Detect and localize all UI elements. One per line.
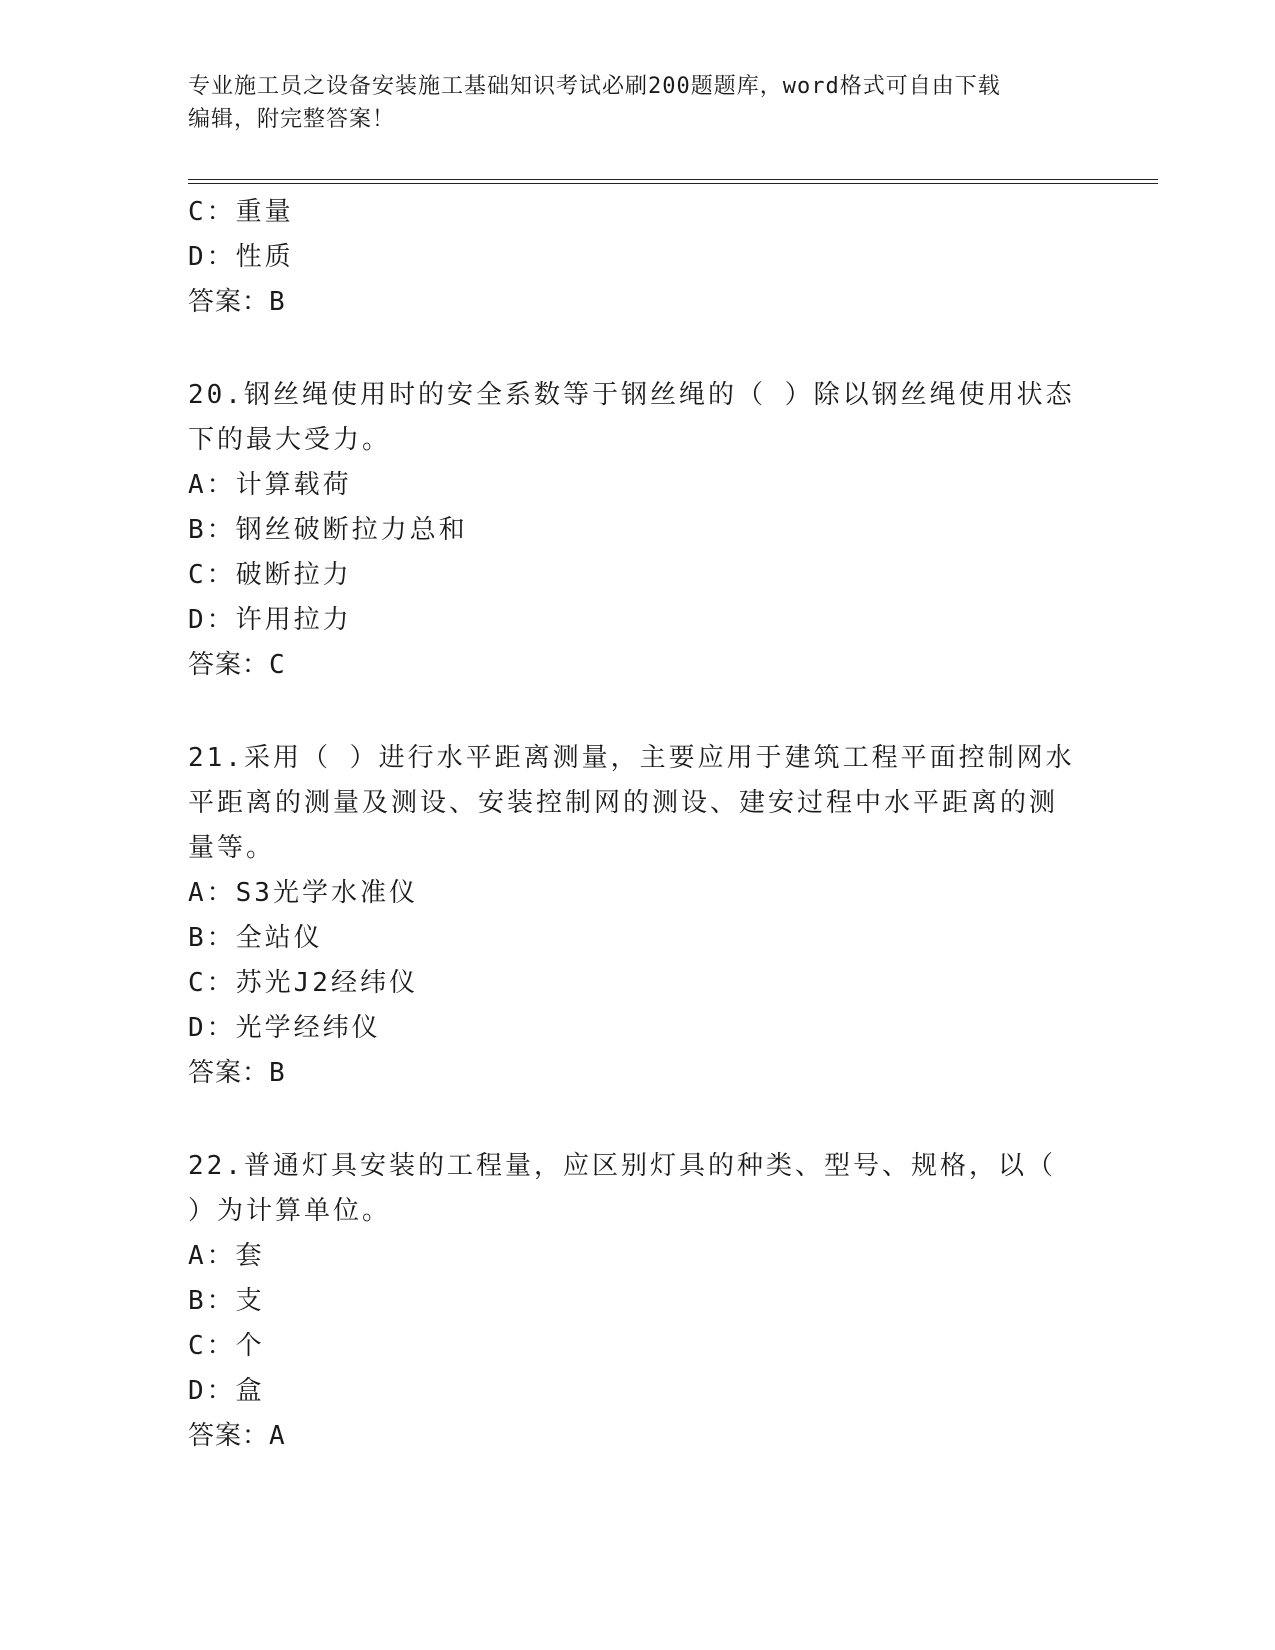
- question-stem: 21.采用（ ）进行水平距离测量，主要应用于建筑工程平面控制网水: [188, 743, 1075, 773]
- answer-value: B: [269, 287, 286, 317]
- option-d: [188, 235, 1068, 280]
- header-divider-top: [188, 179, 1158, 180]
- option-text: 重量: [235, 197, 294, 227]
- spacer: [188, 1096, 1068, 1144]
- answer-line: [188, 280, 1068, 325]
- option-text: 盒: [235, 1376, 265, 1406]
- option-c: [188, 553, 1068, 598]
- option-label: D：: [188, 1013, 236, 1043]
- option-a: [188, 871, 1068, 916]
- option-text: 个: [235, 1331, 265, 1361]
- answer-line: [188, 1051, 1068, 1096]
- document-header: [188, 70, 1088, 136]
- option-text: 计算载荷: [235, 470, 352, 500]
- option-b: [188, 1279, 1068, 1324]
- option-label: D：: [188, 605, 236, 635]
- option-a: [188, 463, 1068, 508]
- option-b: [188, 508, 1068, 553]
- option-text: 套: [235, 1241, 265, 1271]
- answer-value: B: [269, 1058, 286, 1088]
- option-d: [188, 1369, 1068, 1414]
- header-divider-bottom: [188, 183, 1158, 184]
- option-b: [188, 916, 1068, 961]
- answer-value: C: [269, 650, 286, 680]
- spacer: [188, 325, 1068, 373]
- question-19-partial: [188, 190, 1068, 325]
- option-label: C：: [188, 197, 236, 227]
- option-text: 破断拉力: [235, 560, 352, 590]
- question-stem: 量等。: [188, 833, 276, 863]
- option-text: S3光学水准仪: [235, 878, 418, 908]
- option-label: B：: [188, 1286, 236, 1316]
- question-22: [188, 1144, 1068, 1459]
- header-line-2: 编辑，附完整答案！: [188, 107, 396, 132]
- option-d: [188, 1006, 1068, 1051]
- answer-label: 答案：: [188, 1058, 270, 1088]
- question-20: [188, 373, 1075, 688]
- option-label: A：: [188, 878, 236, 908]
- option-label: A：: [188, 470, 236, 500]
- option-c: [188, 961, 1068, 1006]
- option-text: 许用拉力: [235, 605, 352, 635]
- option-label: A：: [188, 1241, 236, 1271]
- answer-line: [188, 643, 1068, 688]
- question-stem: 下的最大受力。: [188, 425, 392, 455]
- answer-label: 答案：: [188, 650, 270, 680]
- option-text: 苏光J2经纬仪: [235, 968, 418, 998]
- option-label: B：: [188, 515, 236, 545]
- option-c: [188, 190, 1068, 235]
- option-c: [188, 1324, 1068, 1369]
- question-stem: 平距离的测量及测设、安装控制网的测设、建安过程中水平距离的测: [188, 788, 1059, 818]
- option-label: D：: [188, 242, 236, 272]
- option-text: 支: [235, 1286, 265, 1316]
- question-stem: 22.普通灯具安装的工程量，应区别灯具的种类、型号、规格，以（: [188, 1151, 1056, 1181]
- spacer: [188, 688, 1068, 736]
- question-stem: ）为计算单位。: [188, 1196, 392, 1226]
- option-text: 性质: [235, 242, 294, 272]
- question-list: [188, 190, 1075, 1459]
- question-stem: 20.钢丝绳使用时的安全系数等于钢丝绳的（ ）除以钢丝绳使用状态: [188, 380, 1075, 410]
- answer-label: 答案：: [188, 1421, 270, 1451]
- option-label: C：: [188, 968, 236, 998]
- answer-line: [188, 1414, 1068, 1459]
- question-21: [188, 736, 1075, 1096]
- option-label: C：: [188, 1331, 236, 1361]
- answer-label: 答案：: [188, 287, 270, 317]
- option-d: [188, 598, 1068, 643]
- option-text: 光学经纬仪: [235, 1013, 381, 1043]
- option-label: C：: [188, 560, 236, 590]
- option-label: B：: [188, 923, 236, 953]
- option-text: 钢丝破断拉力总和: [235, 515, 468, 545]
- header-line-1: 专业施工员之设备安装施工基础知识考试必刷200题题库，word格式可自由下载: [188, 74, 1001, 99]
- answer-value: A: [269, 1421, 286, 1451]
- option-a: [188, 1234, 1068, 1279]
- option-label: D：: [188, 1376, 236, 1406]
- option-text: 全站仪: [235, 923, 323, 953]
